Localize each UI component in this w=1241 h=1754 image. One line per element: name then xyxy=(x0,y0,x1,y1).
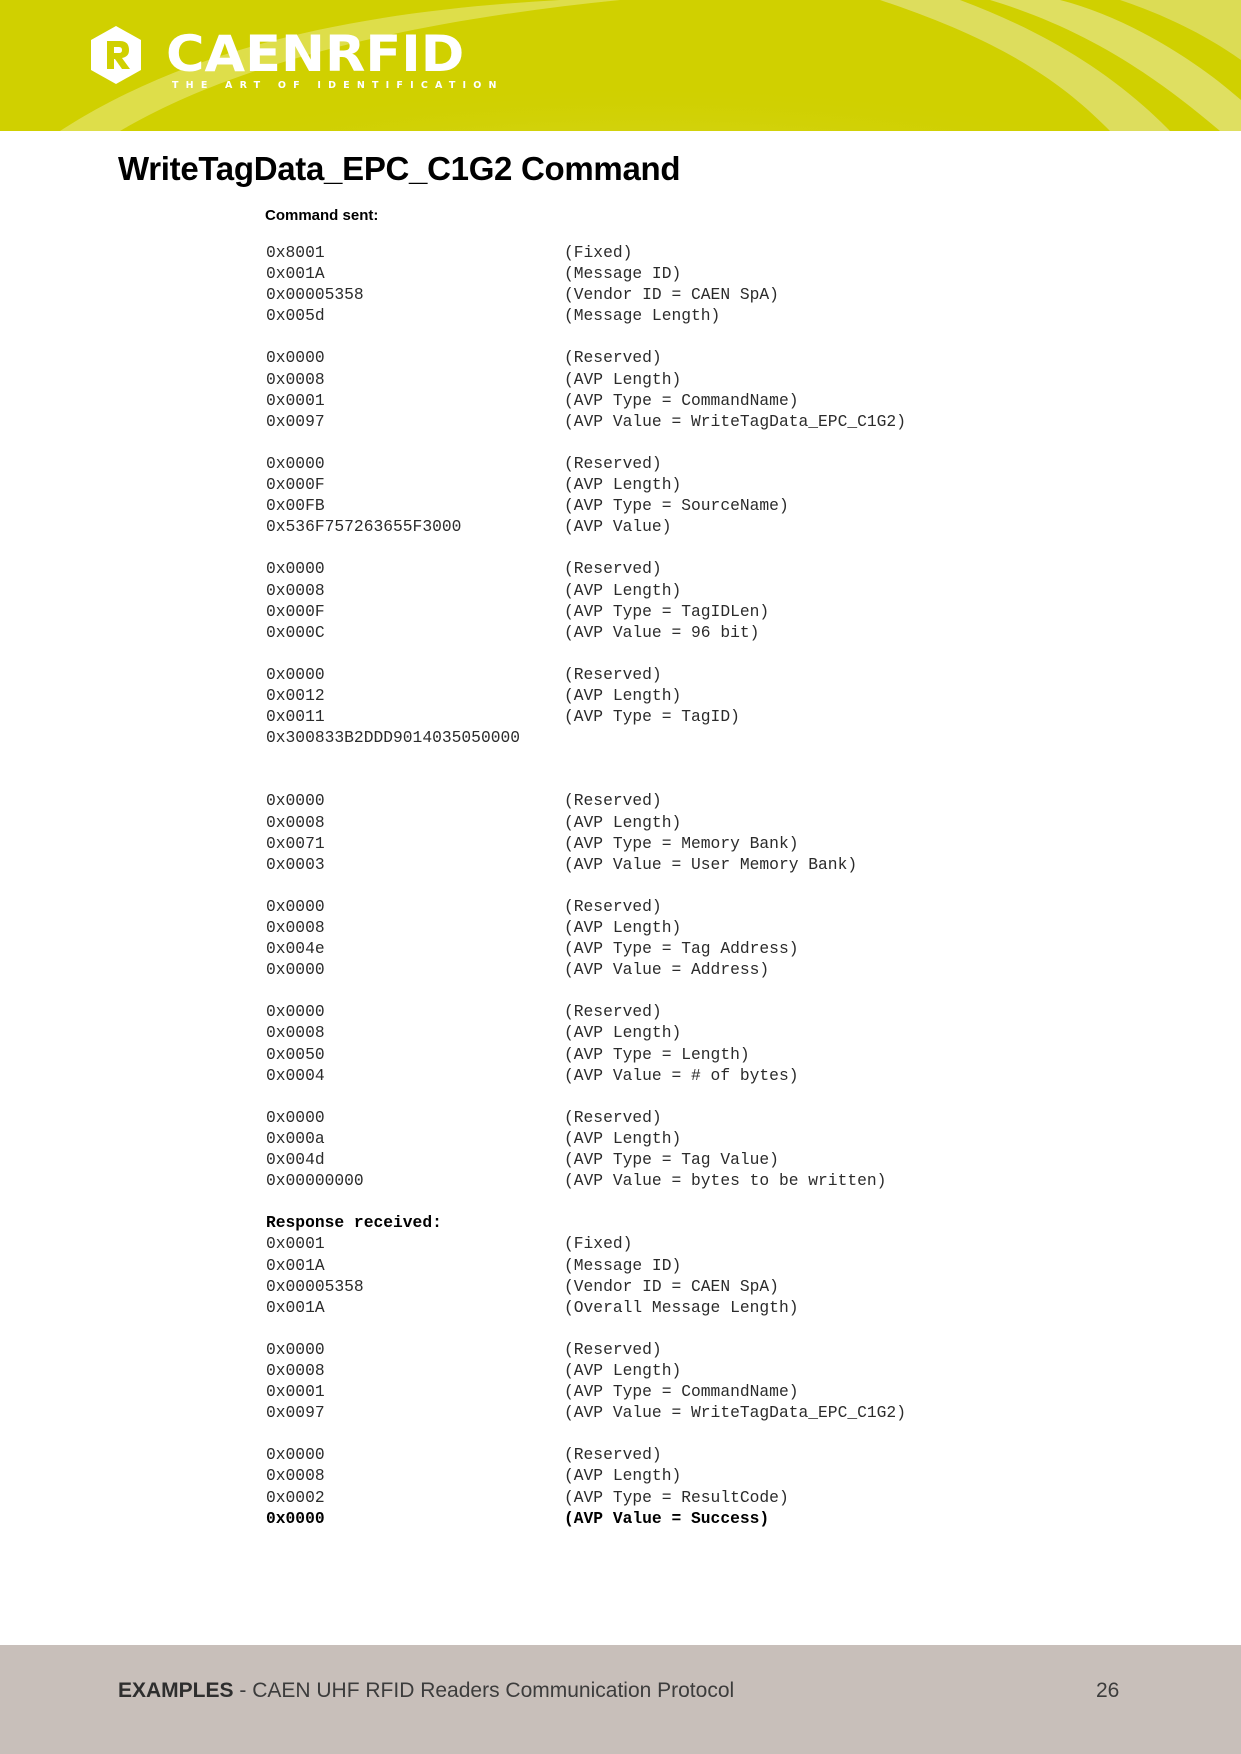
field-description: (AVP Value = bytes to be written) xyxy=(564,1171,887,1191)
page-footer xyxy=(0,1645,1241,1754)
hex-value: 0x000a xyxy=(266,1128,325,1148)
hex-value: 0x0008 xyxy=(266,369,325,389)
listing-row xyxy=(266,1022,1066,1043)
field-description: (Reserved) xyxy=(564,1107,662,1127)
listing-row xyxy=(266,1508,1066,1529)
hex-value: 0x0002 xyxy=(266,1487,325,1507)
hex-value: 0x0001 xyxy=(266,1234,325,1254)
field-description: (AVP Type = Tag Value) xyxy=(564,1150,779,1170)
hex-value: 0x000C xyxy=(266,622,325,642)
field-description: (AVP Length) xyxy=(564,918,682,937)
hex-value: 0x0001 xyxy=(266,390,325,410)
listing-row xyxy=(266,790,1066,811)
field-description: (AVP Type = Length) xyxy=(564,1044,750,1064)
field-description: (AVP Length) xyxy=(564,812,682,832)
command-sent-label: Command sent: xyxy=(265,207,379,224)
hex-value: 0x005d xyxy=(266,306,325,326)
listing-row xyxy=(266,1107,1066,1128)
field-description: (Reserved) xyxy=(564,453,662,473)
hex-value: 0x001A xyxy=(266,1297,325,1317)
field-description: (AVP Length) xyxy=(564,1023,682,1043)
field-description: (Reserved) xyxy=(564,664,662,684)
listing-row xyxy=(266,643,1066,664)
logo-badge-icon xyxy=(88,24,144,86)
field-description: (AVP Type = CommandName) xyxy=(564,390,799,410)
listing-row xyxy=(266,917,1066,938)
hex-value: 0x001A xyxy=(266,264,325,284)
listing-row xyxy=(266,1170,1066,1191)
listing-row xyxy=(266,1086,1066,1107)
field-description: (AVP Length) xyxy=(564,369,682,389)
hex-value: 0x0008 xyxy=(266,918,325,937)
hex-value: 0x0097 xyxy=(266,411,325,431)
field-description: (Fixed) xyxy=(564,1234,633,1254)
hex-value: 0x0000 xyxy=(266,960,325,980)
listing-row xyxy=(266,1128,1066,1149)
listing-row xyxy=(266,938,1066,959)
field-description: (Reserved) xyxy=(564,559,662,579)
logo-tagline: THE ART OF IDENTIFICATION xyxy=(172,80,504,91)
listing-row xyxy=(266,1360,1066,1381)
page-title: WriteTagData_EPC_C1G2 Command xyxy=(118,150,681,187)
listing-row xyxy=(266,727,1066,748)
field-description: (Message Length) xyxy=(564,306,721,326)
field-description: (Reserved) xyxy=(564,896,662,916)
listing-row xyxy=(266,474,1066,495)
hex-value: 0x000F xyxy=(266,601,325,621)
field-description: (Reserved) xyxy=(564,1002,662,1022)
field-description: (Vendor ID = CAEN SpA) xyxy=(564,285,779,305)
hex-value: 0x0008 xyxy=(266,580,325,600)
hex-value: 0x004d xyxy=(266,1150,325,1170)
listing-row xyxy=(266,516,1066,537)
listing-row xyxy=(266,453,1066,474)
hex-value: 0x0000 xyxy=(266,1107,325,1127)
listing-row xyxy=(266,537,1066,558)
field-description: (Overall Message Length) xyxy=(564,1297,799,1317)
listing-row xyxy=(266,769,1066,790)
hex-value: 0x0004 xyxy=(266,1065,325,1085)
field-description: (Vendor ID = CAEN SpA) xyxy=(564,1276,779,1296)
listing-row xyxy=(266,685,1066,706)
listing-row xyxy=(266,411,1066,432)
hex-value: 0x0003 xyxy=(266,854,325,874)
hex-value: 0x004e xyxy=(266,939,325,959)
response-received-label: Response received: xyxy=(266,1213,442,1233)
field-description: (AVP Type = TagIDLen) xyxy=(564,601,770,621)
hex-value: 0x0050 xyxy=(266,1044,325,1064)
footer-title xyxy=(118,1679,734,1703)
listing-row xyxy=(266,347,1066,368)
hex-value: 0x0000 xyxy=(266,559,325,579)
listing-row xyxy=(266,1191,1066,1212)
listing-row xyxy=(266,1465,1066,1486)
footer-document: - CAEN UHF RFID Readers Communication Protocol xyxy=(233,1679,735,1702)
listing-row xyxy=(266,305,1066,326)
listing-row xyxy=(266,263,1066,284)
hex-value: 0x0000 xyxy=(266,453,325,473)
field-description: (AVP Type = Tag Address) xyxy=(564,939,799,959)
listing-row xyxy=(266,558,1066,579)
field-description: (AVP Value = WriteTagData_EPC_C1G2) xyxy=(564,1403,906,1423)
listing-row xyxy=(266,980,1066,1001)
hex-value: 0x0000 xyxy=(266,1002,325,1022)
field-description: (AVP Type = Memory Bank) xyxy=(564,833,799,853)
listing-row xyxy=(266,1149,1066,1170)
page-number: 26 xyxy=(1096,1679,1120,1702)
field-description: (AVP Length) xyxy=(564,475,682,495)
listing-row xyxy=(266,1318,1066,1339)
hex-value: 0x0008 xyxy=(266,1023,325,1043)
field-description: (AVP Length) xyxy=(564,580,682,600)
hex-value: 0x0000 xyxy=(266,348,325,368)
field-description: (Message ID) xyxy=(564,264,682,284)
listing-row xyxy=(266,1044,1066,1065)
listing-row xyxy=(266,1001,1066,1022)
listing-row xyxy=(266,390,1066,411)
field-description: (AVP Length) xyxy=(564,1466,682,1486)
hex-value: 0x0000 xyxy=(266,1508,325,1528)
hex-value: 0x0001 xyxy=(266,1382,325,1402)
field-description: (AVP Length) xyxy=(564,1128,682,1148)
field-description: (AVP Value = User Memory Bank) xyxy=(564,854,858,874)
listing-row xyxy=(266,896,1066,917)
listing-row xyxy=(266,1402,1066,1423)
hex-value: 0x00005358 xyxy=(266,1276,364,1296)
listing-row xyxy=(266,1444,1066,1465)
hex-value: 0x00005358 xyxy=(266,285,364,305)
listing-row xyxy=(266,242,1066,263)
field-description: (AVP Value = 96 bit) xyxy=(564,622,760,642)
listing-row xyxy=(266,1423,1066,1444)
listing-row xyxy=(266,854,1066,875)
field-description: (Reserved) xyxy=(564,1445,662,1465)
field-description: (AVP Type = TagID) xyxy=(564,707,740,727)
hex-value: 0x0071 xyxy=(266,833,325,853)
listing-row xyxy=(266,833,1066,854)
hex-value: 0x0012 xyxy=(266,685,325,705)
hex-value: 0x0097 xyxy=(266,1403,325,1423)
listing-row xyxy=(266,622,1066,643)
listing-row xyxy=(266,580,1066,601)
logo-wordmark: CAENRFID xyxy=(166,25,465,83)
listing-row xyxy=(266,495,1066,516)
listing-row xyxy=(266,1233,1066,1254)
hex-value: 0x00FB xyxy=(266,496,325,516)
hex-value: 0x0000 xyxy=(266,1339,325,1359)
hex-value: 0x0008 xyxy=(266,812,325,832)
field-description: (AVP Type = CommandName) xyxy=(564,1382,799,1402)
listing-row xyxy=(266,875,1066,896)
listing-row xyxy=(266,1276,1066,1297)
field-description: (Reserved) xyxy=(564,348,662,368)
hex-value: 0x0011 xyxy=(266,707,325,727)
field-description: (AVP Value = WriteTagData_EPC_C1G2) xyxy=(564,411,906,431)
hex-value: 0x0000 xyxy=(266,1445,325,1465)
field-description: (AVP Type = SourceName) xyxy=(564,496,789,516)
listing-row xyxy=(266,1255,1066,1276)
hex-value: 0x0000 xyxy=(266,664,325,684)
field-description: (Fixed) xyxy=(564,243,633,262)
hex-value: 0x00000000 xyxy=(266,1171,364,1191)
hex-value: 0x8001 xyxy=(266,243,325,262)
hex-value: 0x0000 xyxy=(266,791,325,811)
listing-row xyxy=(266,326,1066,347)
listing-row xyxy=(266,432,1066,453)
caenrfid-logo xyxy=(88,22,504,98)
listing-row xyxy=(266,748,1066,769)
hex-value: 0x000F xyxy=(266,475,325,495)
listing-row xyxy=(266,706,1066,727)
listing-row xyxy=(266,1297,1066,1318)
footer-section: EXAMPLES xyxy=(118,1679,234,1702)
listing-row xyxy=(266,812,1066,833)
field-description: (AVP Length) xyxy=(564,685,682,705)
field-description: (AVP Value = Success) xyxy=(564,1508,770,1528)
field-description: (Message ID) xyxy=(564,1255,682,1275)
field-description: (AVP Length) xyxy=(564,1360,682,1380)
field-description: (AVP Value = # of bytes) xyxy=(564,1065,799,1085)
page-header xyxy=(0,0,1241,131)
listing-row xyxy=(266,1339,1066,1360)
field-description: (AVP Value) xyxy=(564,517,672,537)
listing-row xyxy=(266,1065,1066,1086)
listing-row xyxy=(266,664,1066,685)
hex-value: 0x536F757263655F3000 xyxy=(266,517,462,537)
listing-row xyxy=(266,369,1066,390)
hex-value: 0x300833B2DDD9014035050000 xyxy=(266,728,521,748)
hex-value: 0x001A xyxy=(266,1255,325,1275)
field-description: (AVP Type = ResultCode) xyxy=(564,1487,789,1507)
listing-row xyxy=(266,959,1066,980)
listing-row xyxy=(266,284,1066,305)
listing-row xyxy=(266,1487,1066,1508)
listing-row xyxy=(266,1381,1066,1402)
field-description: (Reserved) xyxy=(564,791,662,811)
hex-value: 0x0000 xyxy=(266,896,325,916)
field-description: (AVP Value = Address) xyxy=(564,960,770,980)
listing-row xyxy=(266,601,1066,622)
hex-value: 0x0008 xyxy=(266,1360,325,1380)
field-description: (Reserved) xyxy=(564,1339,662,1359)
hex-value: 0x0008 xyxy=(266,1466,325,1486)
protocol-listing xyxy=(266,242,1066,1529)
